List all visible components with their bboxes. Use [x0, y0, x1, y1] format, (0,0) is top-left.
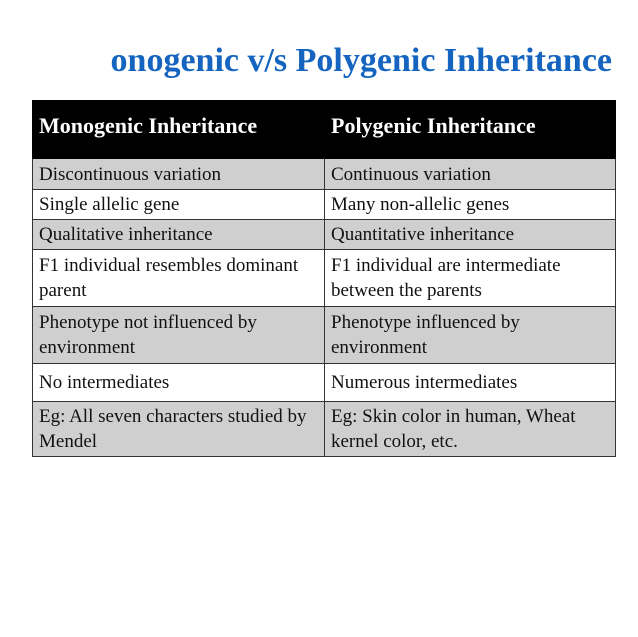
- monogenic-cell: No intermediates: [33, 364, 325, 402]
- monogenic-cell: Eg: All seven characters studied by Mendel: [33, 402, 325, 457]
- polygenic-cell: Eg: Skin color in human, Wheat kernel color, etc.: [325, 402, 616, 457]
- monogenic-cell: Discontinuous variation: [33, 159, 325, 190]
- table-row: [33, 220, 616, 250]
- header-monogenic: Monogenic Inheritance: [33, 101, 325, 159]
- polygenic-cell: F1 individual are intermediate between the parents: [325, 250, 616, 307]
- monogenic-cell: Single allelic gene: [33, 190, 325, 220]
- polygenic-cell: Phenotype influenced by environment: [325, 307, 616, 364]
- table-header-row: [33, 101, 616, 159]
- polygenic-cell: Continuous variation: [325, 159, 616, 190]
- monogenic-cell: Phenotype not influenced by environment: [33, 307, 325, 364]
- table-row: [33, 364, 616, 402]
- comparison-table: [32, 100, 616, 457]
- table-row: [33, 250, 616, 307]
- polygenic-cell: Numerous intermediates: [325, 364, 616, 402]
- slide-title: onogenic v/s Polygenic Inheritance: [110, 42, 612, 79]
- header-polygenic: Polygenic Inheritance: [325, 101, 616, 159]
- polygenic-cell: Many non-allelic genes: [325, 190, 616, 220]
- monogenic-cell: Qualitative inheritance: [33, 220, 325, 250]
- table-row: [33, 307, 616, 364]
- polygenic-cell: Quantitative inheritance: [325, 220, 616, 250]
- monogenic-cell: F1 individual resembles dominant parent: [33, 250, 325, 307]
- table-row: [33, 159, 616, 190]
- table-row: [33, 402, 616, 457]
- table-row: [33, 190, 616, 220]
